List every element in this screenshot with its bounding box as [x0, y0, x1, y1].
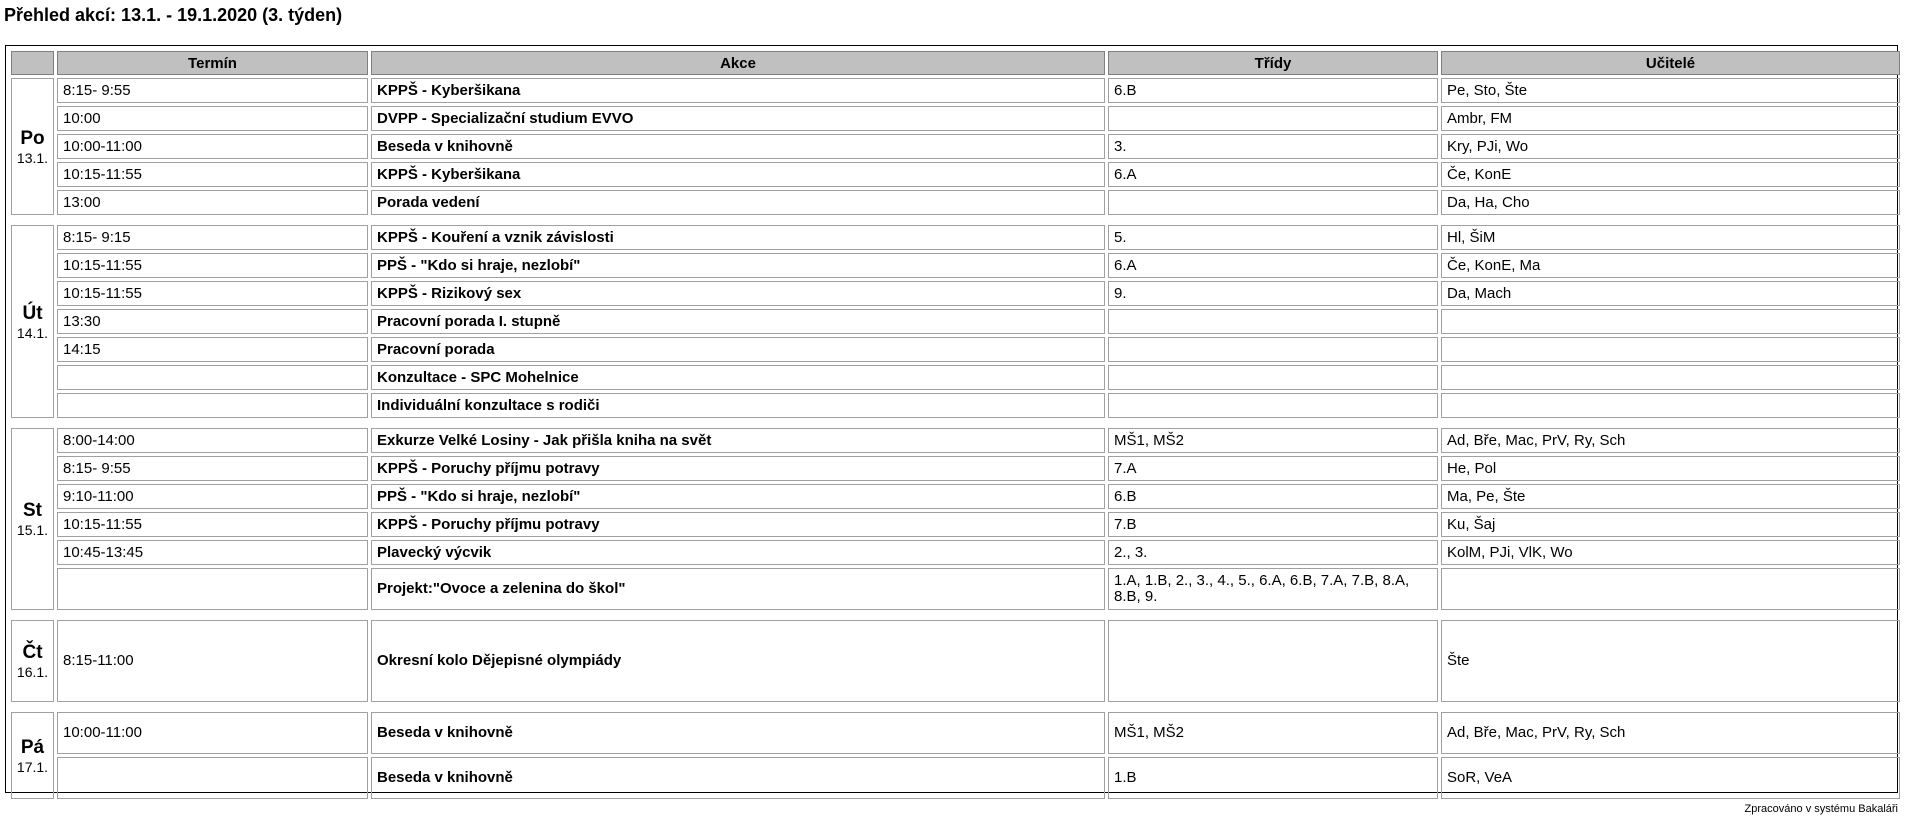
day-abbr: Po — [20, 127, 45, 149]
cell-termin: 10:15-11:55 — [57, 253, 368, 278]
cell-ucitele: Ku, Šaj — [1441, 512, 1900, 537]
cell-ucitele: Da, Ha, Cho — [1441, 190, 1900, 215]
cell-ucitele — [1441, 337, 1900, 362]
table-row — [11, 309, 1900, 334]
cell-tridy — [1108, 365, 1438, 390]
footer-credit: Zpracováno v systému Bakaláři — [1744, 803, 1898, 815]
table-row — [11, 540, 1900, 565]
cell-akce: Beseda v knihovně — [371, 134, 1105, 159]
cell-ucitele: Da, Mach — [1441, 281, 1900, 306]
table-row — [11, 512, 1900, 537]
table-row — [11, 712, 1900, 754]
cell-termin: 8:00-14:00 — [57, 428, 368, 453]
cell-akce: KPPŠ - Rizikový sex — [371, 281, 1105, 306]
cell-ucitele: Kry, PJi, Wo — [1441, 134, 1900, 159]
cell-termin — [57, 393, 368, 418]
day-cell — [11, 620, 54, 702]
table-row — [11, 365, 1900, 390]
cell-akce: KPPŠ - Poruchy příjmu potravy — [371, 512, 1105, 537]
cell-ucitele: KolM, PJi, VlK, Wo — [1441, 540, 1900, 565]
cell-akce: Individuální konzultace s rodiči — [371, 393, 1105, 418]
header-tridy: Třídy — [1108, 51, 1438, 75]
cell-akce: Okresní kolo Dějepisné olympiády — [371, 620, 1105, 702]
cell-akce: Projekt:"Ovoce a zelenina do škol" — [371, 568, 1105, 610]
cell-akce: Beseda v knihovně — [371, 757, 1105, 799]
cell-termin: 8:15-11:00 — [57, 620, 368, 702]
header-day — [11, 51, 54, 75]
cell-ucitele: Če, KonE, Ma — [1441, 253, 1900, 278]
header-termin: Termín — [57, 51, 368, 75]
cell-tridy — [1108, 190, 1438, 215]
cell-ucitele: Ambr, FM — [1441, 106, 1900, 131]
table-row — [11, 757, 1900, 799]
separator-cell — [11, 705, 1900, 709]
cell-akce: Beseda v knihovně — [371, 712, 1105, 754]
table-row — [11, 190, 1900, 215]
day-separator — [11, 613, 1900, 617]
cell-termin — [57, 365, 368, 390]
table-row — [11, 162, 1900, 187]
cell-tridy: 1.B — [1108, 757, 1438, 799]
header-row — [11, 51, 1900, 75]
table-row — [11, 568, 1900, 610]
header-ucitele: Učitelé — [1441, 51, 1900, 75]
separator-cell — [11, 421, 1900, 425]
cell-termin: 8:15- 9:15 — [57, 225, 368, 250]
cell-ucitele: He, Pol — [1441, 456, 1900, 481]
day-cell — [11, 428, 54, 610]
cell-akce: KPPŠ - Kouření a vznik závislosti — [371, 225, 1105, 250]
table-row — [11, 106, 1900, 131]
cell-ucitele — [1441, 393, 1900, 418]
cell-tridy: 7.A — [1108, 456, 1438, 481]
cell-akce: KPPŠ - Poruchy příjmu potravy — [371, 456, 1105, 481]
cell-ucitele: Hl, ŠiM — [1441, 225, 1900, 250]
cell-tridy — [1108, 309, 1438, 334]
table-row — [11, 225, 1900, 250]
cell-akce: Exkurze Velké Losiny - Jak přišla kniha na svět — [371, 428, 1105, 453]
table-row — [11, 428, 1900, 453]
day-date: 16.1. — [16, 664, 49, 680]
page-title: Přehled akcí: 13.1. - 19.1.2020 (3. týden) — [4, 5, 343, 25]
cell-tridy: 6.A — [1108, 162, 1438, 187]
cell-akce: Pracovní porada — [371, 337, 1105, 362]
table-row — [11, 620, 1900, 702]
cell-akce: Plavecký výcvik — [371, 540, 1105, 565]
day-date: 14.1. — [16, 324, 49, 341]
schedule-body — [11, 78, 1900, 799]
cell-termin: 9:10-11:00 — [57, 484, 368, 509]
day-abbr: Út — [22, 302, 43, 324]
cell-tridy: 6.B — [1108, 78, 1438, 103]
cell-tridy — [1108, 393, 1438, 418]
day-date: 15.1. — [16, 522, 49, 538]
table-row — [11, 78, 1900, 103]
cell-termin: 8:15- 9:55 — [57, 78, 368, 103]
cell-ucitele: Pe, Sto, Šte — [1441, 78, 1900, 103]
cell-tridy: 5. — [1108, 225, 1438, 250]
cell-termin: 10:00-11:00 — [57, 134, 368, 159]
cell-termin: 10:45-13:45 — [57, 540, 368, 565]
cell-ucitele: Če, KonE — [1441, 162, 1900, 187]
cell-ucitele — [1441, 568, 1900, 610]
cell-termin: 10:15-11:55 — [57, 512, 368, 537]
cell-akce: KPPŠ - Kyberšikana — [371, 78, 1105, 103]
header-akce: Akce — [371, 51, 1105, 75]
cell-termin: 13:30 — [57, 309, 368, 334]
day-abbr: St — [23, 500, 42, 521]
cell-akce: DVPP - Specializační studium EVVO — [371, 106, 1105, 131]
cell-tridy: 6.A — [1108, 253, 1438, 278]
day-date: 17.1. — [16, 758, 49, 775]
cell-termin: 10:00 — [57, 106, 368, 131]
cell-termin: 10:15-11:55 — [57, 281, 368, 306]
day-abbr: Čt — [22, 642, 43, 663]
cell-tridy: 9. — [1108, 281, 1438, 306]
cell-termin: 10:00-11:00 — [57, 712, 368, 754]
table-row — [11, 337, 1900, 362]
cell-akce: PPŠ - "Kdo si hraje, nezlobí" — [371, 253, 1105, 278]
cell-ucitele: Ad, Bře, Mac, PrV, Ry, Sch — [1441, 712, 1900, 754]
cell-termin: 10:15-11:55 — [57, 162, 368, 187]
cell-tridy: 3. — [1108, 134, 1438, 159]
day-cell — [11, 78, 54, 215]
cell-tridy — [1108, 620, 1438, 702]
day-date: 13.1. — [16, 149, 49, 166]
day-abbr: Pá — [20, 736, 45, 758]
cell-tridy: 1.A, 1.B, 2., 3., 4., 5., 6.A, 6.B, 7.A, 7.B, 8.A, 8.B, 9. — [1108, 568, 1438, 610]
table-row — [11, 393, 1900, 418]
schedule-table — [8, 48, 1903, 802]
day-separator — [11, 705, 1900, 709]
cell-akce: Porada vedení — [371, 190, 1105, 215]
cell-akce: Konzultace - SPC Mohelnice — [371, 365, 1105, 390]
table-row — [11, 134, 1900, 159]
cell-akce: PPŠ - "Kdo si hraje, nezlobí" — [371, 484, 1105, 509]
cell-tridy: 6.B — [1108, 484, 1438, 509]
cell-akce: Pracovní porada I. stupně — [371, 309, 1105, 334]
cell-tridy — [1108, 106, 1438, 131]
cell-tridy: 2., 3. — [1108, 540, 1438, 565]
cell-tridy: MŠ1, MŠ2 — [1108, 712, 1438, 754]
cell-ucitele: Ma, Pe, Šte — [1441, 484, 1900, 509]
day-separator — [11, 421, 1900, 425]
cell-tridy: MŠ1, MŠ2 — [1108, 428, 1438, 453]
table-row — [11, 281, 1900, 306]
cell-ucitele — [1441, 309, 1900, 334]
cell-termin: 13:00 — [57, 190, 368, 215]
cell-ucitele: SoR, VeA — [1441, 757, 1900, 799]
cell-ucitele — [1441, 365, 1900, 390]
cell-termin — [57, 568, 368, 610]
table-row — [11, 253, 1900, 278]
cell-tridy: 7.B — [1108, 512, 1438, 537]
cell-termin — [57, 757, 368, 799]
cell-termin: 14:15 — [57, 337, 368, 362]
cell-termin: 8:15- 9:55 — [57, 456, 368, 481]
schedule-frame — [5, 45, 1898, 793]
cell-ucitele: Ad, Bře, Mac, PrV, Ry, Sch — [1441, 428, 1900, 453]
table-row — [11, 484, 1900, 509]
day-cell — [11, 712, 54, 799]
day-cell — [11, 225, 54, 418]
day-separator — [11, 218, 1900, 222]
cell-akce: KPPŠ - Kyberšikana — [371, 162, 1105, 187]
table-row — [11, 456, 1900, 481]
separator-cell — [11, 218, 1900, 222]
cell-ucitele: Šte — [1441, 620, 1900, 702]
cell-tridy — [1108, 337, 1438, 362]
separator-cell — [11, 613, 1900, 617]
